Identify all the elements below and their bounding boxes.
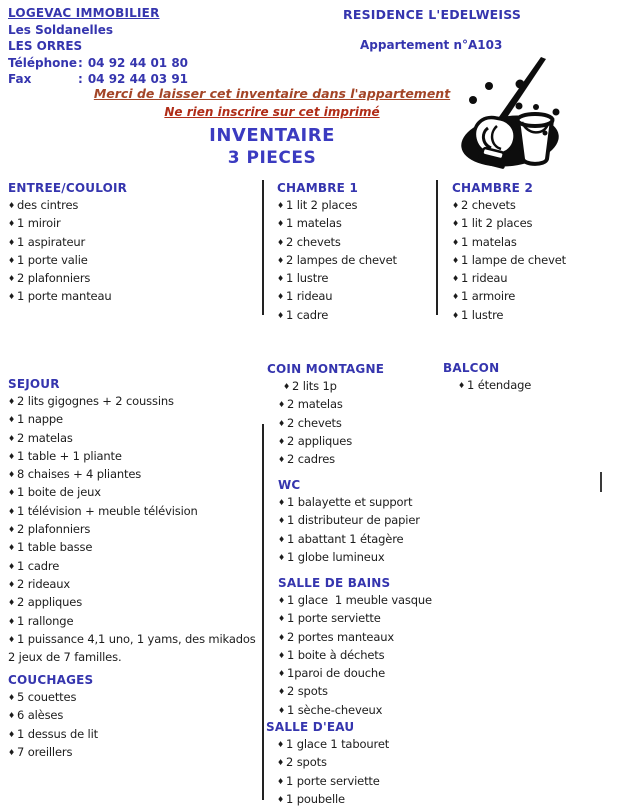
- list-item: ♦ 1 nappe: [8, 412, 63, 427]
- diamond-bullet-icon: ♦: [8, 747, 16, 757]
- diamond-bullet-icon: ♦: [278, 669, 286, 679]
- section-items: [452, 197, 614, 325]
- list-item: ♦ 1 matelas: [452, 234, 517, 249]
- diamond-bullet-icon: ♦: [452, 255, 460, 265]
- list-item: ♦ des cintres: [8, 198, 79, 212]
- list-item: ♦ 1 table basse: [8, 540, 93, 555]
- section-title: SALLE DE BAINS: [278, 576, 391, 590]
- section-title: CHAMBRE 2: [452, 181, 533, 195]
- list-item: ♦ 7 oreillers: [8, 744, 73, 759]
- list-item: ♦ 2 chevets: [277, 234, 341, 249]
- section-entree-couloir: [8, 181, 258, 307]
- list-item: ♦ 1 porte manteau: [8, 289, 112, 304]
- section-title: COUCHAGES: [8, 673, 94, 687]
- list-item: ♦ 2 spots: [277, 755, 327, 770]
- list-item: ♦ 1 rallonge: [8, 613, 74, 628]
- list-item: ♦ 6 alèses: [8, 708, 64, 723]
- column-divider: [436, 180, 438, 315]
- list-item: ♦ 2 lampes de chevet: [277, 252, 397, 267]
- diamond-bullet-icon: ♦: [8, 711, 16, 721]
- agency-address: Les Soldanelles: [8, 22, 113, 37]
- section-items: [8, 197, 258, 307]
- list-item: ♦ 2 chevets: [278, 415, 342, 430]
- list-item: ♦ 1 cadre: [277, 307, 329, 322]
- diamond-bullet-icon: ♦: [8, 255, 16, 265]
- list-item: ♦ 1 lustre: [277, 271, 329, 286]
- diamond-bullet-icon: ♦: [277, 255, 285, 265]
- diamond-bullet-icon: ♦: [277, 794, 285, 804]
- diamond-bullet-icon: ♦: [8, 415, 16, 425]
- diamond-bullet-icon: ♦: [278, 455, 286, 465]
- section-items: [278, 592, 458, 720]
- diamond-bullet-icon: ♦: [8, 397, 16, 406]
- diamond-bullet-icon: ♦: [8, 433, 16, 443]
- diamond-bullet-icon: ♦: [8, 598, 16, 608]
- diamond-bullet-icon: ♦: [277, 219, 285, 229]
- diamond-bullet-icon: ♦: [8, 561, 16, 571]
- diamond-bullet-icon: ♦: [277, 776, 285, 786]
- diamond-bullet-icon: ♦: [8, 525, 16, 535]
- diamond-bullet-icon: ♦: [8, 579, 16, 589]
- section-title: ENTREE/COULOIR: [8, 181, 128, 195]
- list-item: ♦ 1 rideau: [452, 271, 508, 286]
- list-item: ♦ 1 table + 1 pliante: [8, 448, 122, 463]
- list-item: ♦ 2 cadres: [278, 452, 336, 467]
- diamond-bullet-icon: ♦: [277, 758, 285, 768]
- list-item: ♦ 2 portes manteaux: [278, 629, 395, 644]
- diamond-bullet-icon: ♦: [277, 201, 285, 210]
- list-item: ♦ 2 rideaux: [8, 576, 71, 591]
- diamond-bullet-icon: ♦: [452, 310, 460, 320]
- diamond-bullet-icon: ♦: [8, 543, 16, 553]
- list-item: ♦ 1 poubelle: [277, 791, 345, 806]
- diamond-bullet-icon: ♦: [278, 687, 286, 697]
- notice-keep-inventory: Merci de laisser cet inventaire dans l'appartement: [93, 86, 451, 101]
- list-item: ♦ 1 abattant 1 étagère: [278, 531, 404, 546]
- fax-number: 04 92 44 03 91: [87, 72, 189, 86]
- document-title: INVENTAIRE: [209, 125, 335, 146]
- diamond-bullet-icon: ♦: [278, 516, 286, 526]
- diamond-bullet-icon: ♦: [278, 498, 286, 507]
- diamond-bullet-icon: ♦: [8, 274, 16, 284]
- section-wc: [278, 478, 453, 567]
- section-title: SEJOUR: [8, 377, 60, 391]
- section-title: CHAMBRE 1: [277, 181, 358, 195]
- list-item: ♦ 2 plafonniers: [8, 271, 91, 286]
- diamond-bullet-icon: ♦: [8, 488, 16, 498]
- section-items: [443, 377, 608, 395]
- diamond-bullet-icon: ♦: [8, 451, 16, 461]
- diamond-bullet-icon: ♦: [452, 201, 460, 210]
- list-item: ♦ 1 lustre: [452, 307, 504, 322]
- diamond-bullet-icon: ♦: [8, 506, 16, 516]
- list-item: ♦ 2 lits 1p: [283, 379, 337, 393]
- diamond-bullet-icon: ♦: [277, 310, 285, 320]
- fax-separator: :: [78, 72, 83, 86]
- phone-label: Téléphone: [8, 55, 78, 70]
- diamond-bullet-icon: ♦: [8, 470, 16, 480]
- section-salle-d-eau: [266, 720, 446, 809]
- list-item: ♦ 1 boite à déchets: [278, 647, 385, 662]
- agency-city: LES ORRES: [8, 39, 83, 53]
- section-balcon: [443, 361, 608, 395]
- residence-name: RESIDENCE L'EDELWEISS: [343, 7, 522, 22]
- diamond-bullet-icon: ♦: [452, 292, 460, 302]
- diamond-bullet-icon: ♦: [8, 237, 16, 247]
- list-item: ♦ 1 étendage: [458, 378, 532, 392]
- list-item: ♦ 1 balayette et support: [278, 495, 413, 509]
- section-items: [8, 689, 258, 762]
- diamond-bullet-icon: ♦: [8, 201, 16, 210]
- diamond-bullet-icon: ♦: [278, 632, 286, 642]
- phone-separator: :: [78, 55, 83, 70]
- notice-do-not-write: Ne rien inscrire sur cet imprimé: [164, 105, 380, 119]
- diamond-bullet-icon: ♦: [452, 237, 460, 247]
- list-item: ♦ 2 lits gigognes + 2 coussins: [8, 394, 174, 408]
- diamond-bullet-icon: ♦: [458, 381, 466, 390]
- list-item: ♦ 2 matelas: [278, 397, 343, 412]
- section-title: SALLE D'EAU: [266, 720, 355, 734]
- list-item: ♦ 1 armoire: [452, 289, 516, 304]
- list-item: ♦ 1 distributeur de papier: [278, 513, 420, 528]
- list-item: ♦ 1 porte valie: [8, 252, 88, 267]
- diamond-bullet-icon: ♦: [278, 436, 286, 446]
- list-item: ♦ 2 spots: [278, 684, 328, 699]
- list-item: ♦ 1 télévision + meuble télévision: [8, 503, 198, 518]
- list-item: ♦ 2 matelas: [8, 430, 73, 445]
- diamond-bullet-icon: ♦: [278, 534, 286, 544]
- diamond-bullet-icon: ♦: [277, 292, 285, 302]
- diamond-bullet-icon: ♦: [278, 614, 286, 624]
- agency-phone-row: [8, 55, 188, 72]
- diamond-bullet-icon: ♦: [278, 552, 286, 562]
- list-item: ♦ 1 globe lumineux: [278, 549, 385, 564]
- diamond-bullet-icon: ♦: [8, 729, 16, 739]
- section-items: [266, 736, 446, 809]
- section-items: [267, 378, 432, 469]
- list-item: ♦ 1 matelas: [277, 216, 342, 231]
- section-items: [8, 393, 260, 665]
- diamond-bullet-icon: ♦: [452, 274, 460, 284]
- section-title: BALCON: [443, 361, 500, 375]
- diamond-bullet-icon: ♦: [277, 237, 285, 247]
- list-item: ♦ 1 lit 2 places: [452, 216, 533, 231]
- phone-number: 04 92 44 01 80: [87, 55, 189, 70]
- section-salle-de-bains: [278, 576, 458, 720]
- diamond-bullet-icon: ♦: [8, 634, 16, 644]
- diamond-bullet-icon: ♦: [8, 616, 16, 626]
- diamond-bullet-icon: ♦: [278, 596, 286, 605]
- section-items: [277, 197, 429, 325]
- list-item: ♦ 1 cadre: [8, 558, 60, 573]
- list-item: ♦ 1paroi de douche: [278, 666, 385, 681]
- list-item: ♦ 1 boite de jeux: [8, 485, 101, 500]
- list-item: ♦ 2 appliques: [278, 433, 353, 448]
- list-item: ♦ 1 puissance 4,1 uno, 1 yams, des mikados 2 jeux de 7 familles.: [8, 631, 260, 665]
- list-item: ♦ 8 chaises + 4 pliantes: [8, 467, 142, 482]
- list-item: ♦ 1 sèche-cheveux: [278, 702, 383, 717]
- diamond-bullet-icon: ♦: [278, 400, 286, 410]
- section-couchages: [8, 673, 258, 762]
- diamond-bullet-icon: ♦: [8, 292, 16, 302]
- list-item: ♦ 1 porte serviette: [278, 611, 381, 626]
- list-item: ♦ 5 couettes: [8, 690, 77, 704]
- document-subtitle: 3 PIECES: [227, 148, 317, 168]
- agency-info: [8, 5, 188, 88]
- list-item: ♦ 2 chevets: [452, 198, 516, 212]
- diamond-bullet-icon: ♦: [277, 274, 285, 284]
- fax-label: Fax: [8, 72, 32, 86]
- list-item: ♦ 1 lit 2 places: [277, 198, 358, 212]
- list-item: ♦ 1 aspirateur: [8, 234, 86, 249]
- section-title: WC: [278, 478, 301, 492]
- list-item: ♦ 1 glace 1 tabouret: [277, 737, 390, 751]
- column-divider: [262, 180, 264, 315]
- diamond-bullet-icon: ♦: [8, 219, 16, 229]
- column-divider: [262, 424, 264, 800]
- list-item: ♦ 1 lampe de chevet: [452, 252, 567, 267]
- diamond-bullet-icon: ♦: [452, 219, 460, 229]
- list-item: ♦ 2 appliques: [8, 595, 83, 610]
- diamond-bullet-icon: ♦: [278, 418, 286, 428]
- section-sejour: [8, 377, 260, 665]
- diamond-bullet-icon: ♦: [8, 693, 16, 702]
- diamond-bullet-icon: ♦: [283, 382, 291, 391]
- agency-name: LOGEVAC IMMOBILIER: [8, 6, 160, 20]
- diamond-bullet-icon: ♦: [278, 705, 286, 715]
- stray-scan-mark: [600, 472, 602, 492]
- section-chambre-1: [277, 181, 429, 325]
- cleaning-mop-bucket-clipart: [446, 56, 614, 176]
- section-items: [278, 494, 453, 567]
- list-item: ♦ 1 miroir: [8, 216, 61, 231]
- list-item: ♦ 1 rideau: [277, 289, 333, 304]
- list-item: ♦ 1 dessus de lit: [8, 726, 98, 741]
- diamond-bullet-icon: ♦: [277, 740, 285, 749]
- diamond-bullet-icon: ♦: [278, 650, 286, 660]
- apartment-number: Appartement n°A103: [360, 38, 503, 52]
- list-item: ♦ 1 porte serviette: [277, 773, 380, 788]
- section-title: COIN MONTAGNE: [267, 362, 385, 376]
- list-item: ♦ 1 glace 1 meuble vasque: [278, 593, 432, 607]
- section-chambre-2: [452, 181, 614, 325]
- section-coin-montagne: [267, 362, 432, 469]
- list-item: ♦ 2 plafonniers: [8, 522, 91, 537]
